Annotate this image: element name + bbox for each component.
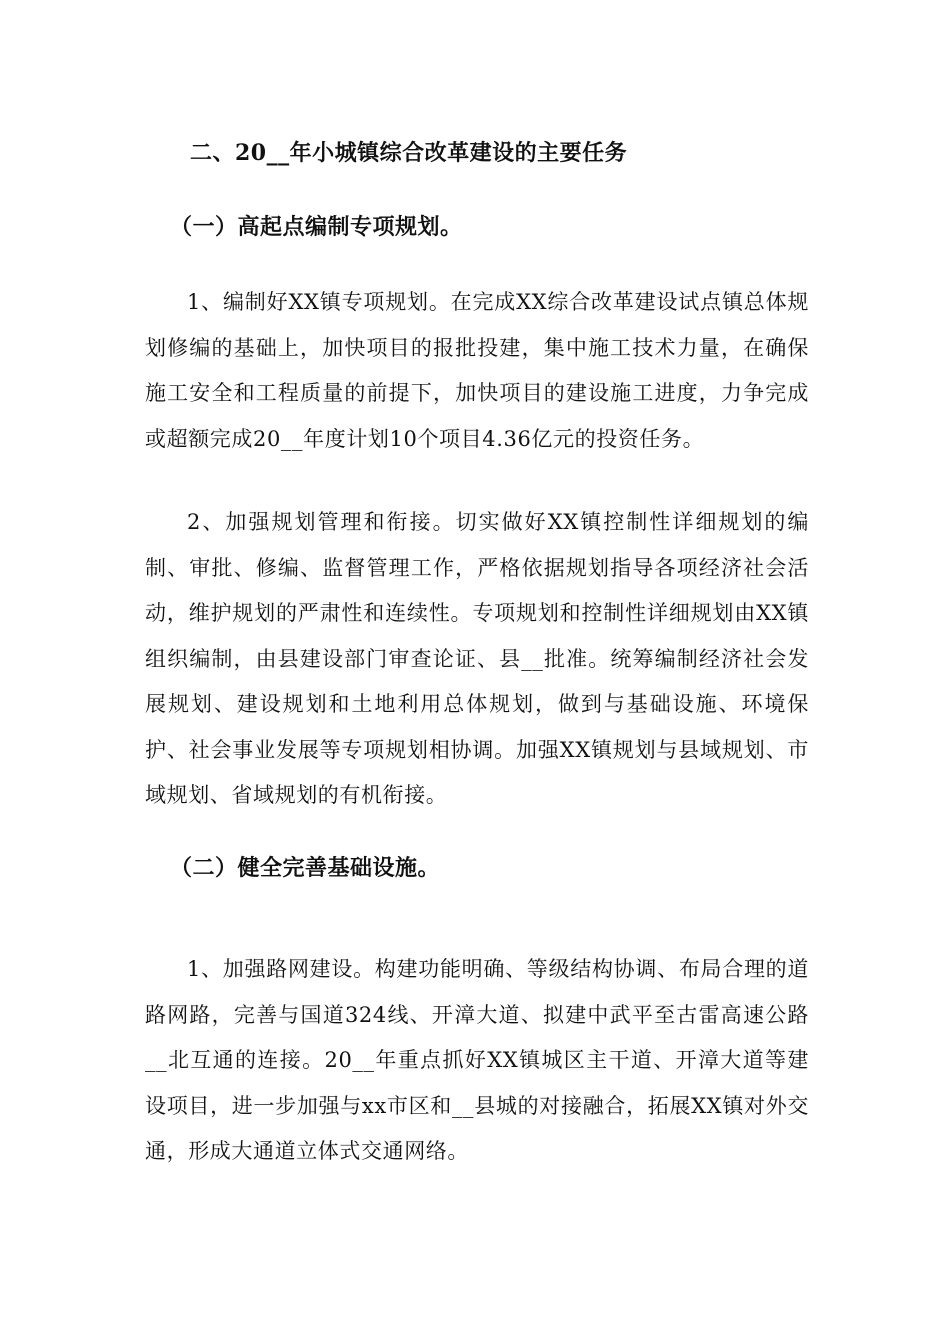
paragraph-1-2: 2、加强规划管理和衔接。切实做好XX镇控制性详细规划的编制、审批、修编、监督管理工作，严格依据规划指导各项经济社会活动，维护规划的严肃性和连续性。专项规划和控制性详细规划由XX镇组织编制，由县建设部门审查论证、县__批准。统筹编制经济社会发展规划、建设规划和土地利用总体规划，做到与基础设施、环境保护、社会事业发展等专项规划相协调。加强XX镇规划与县域规划、市域规划、省域规划的有机衔接。 <box>145 510 809 807</box>
paragraph-1-1: 1、编制好XX镇专项规划。在完成XX综合改革建设试点镇总体规划修编的基础上，加快项目的报批投建，集中施工技术力量，在确保施工安全和工程质量的前提下，加快项目的建设施工进度，力争完成或超额完成20__年度计划10个项目4.36亿元的投资任务。 <box>145 290 809 451</box>
paragraph-2-1: 1、加强路网建设。构建功能明确、等级结构协调、布局合理的道路网路，完善与国道324线、开漳大道、拟建中武平至古雷高速公路__北互通的连接。20__年重点抓好XX镇城区主干道、开漳大道等建设项目，进一步加强与xx市区和__县城的对接融合，拓展XX镇对外交通，形成大通道立体式交通网络。 <box>145 957 809 1163</box>
subsection-title-1: （一）高起点编制专项规划。 <box>170 214 463 240</box>
subsection-title-2: （二）健全完善基础设施。 <box>170 855 441 881</box>
section-title: 二、20__年小城镇综合改革建设的主要任务 <box>190 140 628 166</box>
